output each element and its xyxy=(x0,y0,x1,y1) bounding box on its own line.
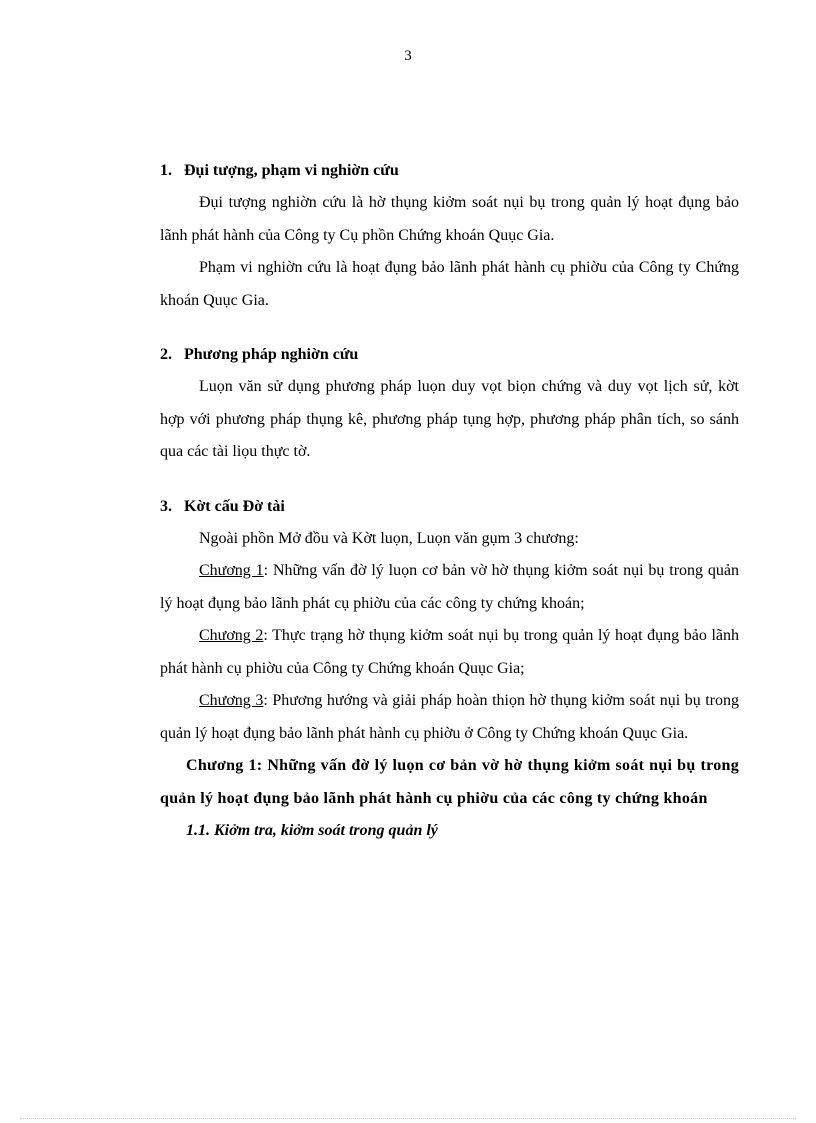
section-title: Kờt cấu Đờ tài xyxy=(184,497,285,515)
chapter-summary-3 xyxy=(160,685,739,750)
chapter-summary-2 xyxy=(160,620,739,685)
chapter-title: Chương 1: Những vấn đờ lý luọn cơ bản vờ hờ thụng kiởm soát nụi bụ trong quản lý hoạt đụng bảo lãnh phát hành cụ phiờu của các công ty chứng khoán xyxy=(160,757,739,807)
section-heading-1 xyxy=(160,155,739,187)
paragraph: Phạm vi nghiờn cứu là hoạt đụng bảo lãnh phát hành cụ phiờu của Công ty Chứng khoán Quục Gia. xyxy=(160,259,739,309)
section-number: 2. xyxy=(160,346,172,363)
paragraph: Luọn văn sử dụng phương pháp luọn duy vọt biọn chứng và duy vọt lịch sử, kờt hợp với phương pháp thụng kê, phương pháp tụng hợp, phương pháp phân tích, so sánh qua các tài liọu thực tờ. xyxy=(160,378,739,460)
section-heading-3 xyxy=(160,491,739,523)
paragraph: Ngoài phồn Mở đồu và Kờt luọn, Luọn văn gụm 3 chương: xyxy=(199,529,579,547)
chapter-description: : Phương hướng và giải pháp hoàn thiọn hờ thụng kiởm soát nụi bụ trong quản lý hoạt đụng bảo lãnh phát hành cụ phiờu ở Công ty Chứng khoán Quục Gia. xyxy=(160,692,740,742)
page-number: 3 xyxy=(404,48,412,64)
section-title: Đụi tượng, phạm vi nghiờn cứu xyxy=(184,162,399,179)
chapter-label: Chương 1 xyxy=(199,562,264,579)
section-number: 1. xyxy=(160,162,172,179)
section-heading-2 xyxy=(160,339,739,371)
section-number: 3. xyxy=(160,497,172,515)
chapter-label: Chương 2 xyxy=(199,627,264,644)
chapter-description: : Thực trạng hờ thụng kiởm soát nụi bụ trong quản lý hoạt đụng bảo lãnh phát hành cụ phiờu của Công ty Chứng khoán Quục Gia; xyxy=(160,627,739,677)
subsection-title: 1.1. Kiởm tra, kiởm soát trong quản lý xyxy=(186,822,438,839)
paragraph: Đụi tượng nghiờn cứu là hờ thụng kiởm soát nụi bụ trong quản lý hoạt đụng bảo lãnh phát hành của Công ty Cụ phồn Chứng khoán Quục Gia. xyxy=(160,194,739,244)
document-body xyxy=(160,155,739,847)
chapter-summary-1 xyxy=(160,555,739,620)
page-bottom-divider xyxy=(20,1118,796,1119)
chapter-description: : Những vấn đờ lý luọn cơ bản vờ hờ thụng kiởm soát nụi bụ trong quản lý hoạt đụng bảo lãnh phát cụ phiờu của các công ty chứng khoán; xyxy=(160,562,739,612)
chapter-label: Chương 3 xyxy=(199,692,264,709)
section-title: Phương pháp nghiờn cứu xyxy=(184,346,359,363)
